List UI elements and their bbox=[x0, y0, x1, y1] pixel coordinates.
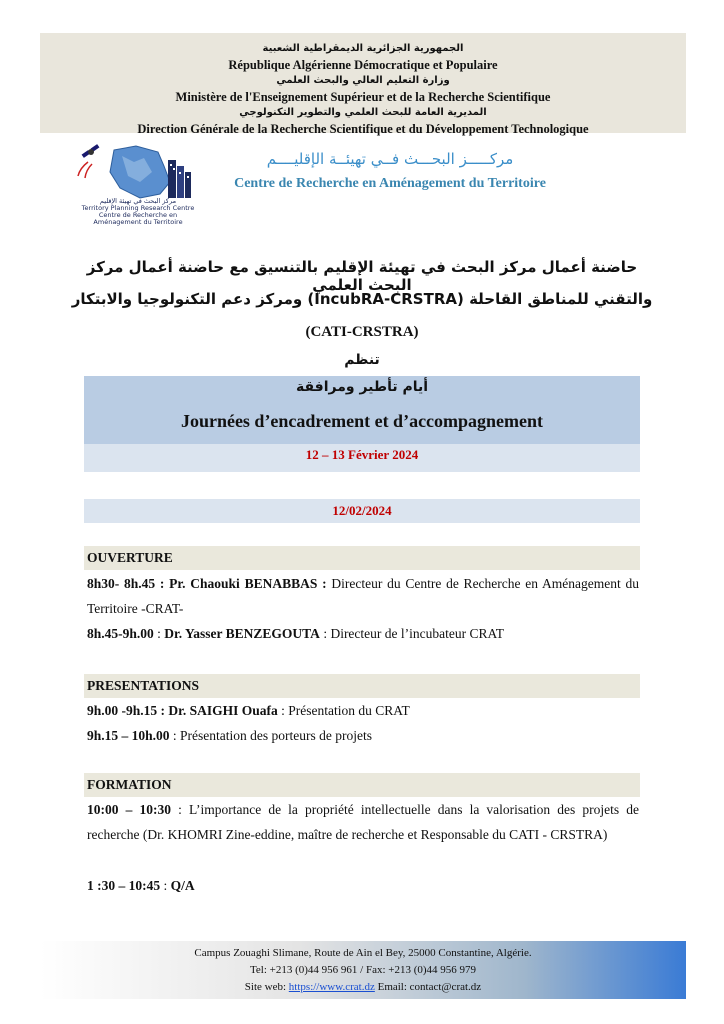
presentations-item-1-speaker: Dr. SAIGHI Ouafa bbox=[168, 703, 278, 718]
presentations-item-2 bbox=[87, 723, 639, 748]
intro-line-4: تنظم bbox=[344, 352, 380, 368]
section-ouverture-title: OUVERTURE bbox=[84, 546, 640, 570]
crat-logo bbox=[74, 142, 202, 226]
header-direction-ar: المديرية العامة للبحث العلمي والتطوير التكنولوجي bbox=[239, 107, 487, 118]
ouverture-item-1-speaker: Pr. Chaouki BENABBAS : bbox=[169, 576, 327, 591]
footer bbox=[40, 941, 686, 999]
ouverture-item-2 bbox=[87, 621, 639, 646]
ouverture-item-2-text: : Directeur de l’incubateur CRAT bbox=[319, 626, 505, 641]
section-formation-title: FORMATION bbox=[84, 773, 640, 797]
centre-name-fr: Centre de Recherche en Aménagement du Territoire bbox=[234, 176, 546, 191]
intro-line-3: (CATI-CRSTRA) bbox=[305, 324, 419, 340]
header-ministry-ar: وزارة التعليم العالي والبحث العلمي bbox=[276, 75, 450, 86]
centre-name-ar: مركـــــز البحـــث فــي تهيئــة الإقليــــم bbox=[266, 150, 514, 168]
ouverture-item-1 bbox=[87, 571, 639, 621]
intro-line-2: والتقني للمناطق القاحلة (IncubRA-CRSTRA) ومركز دعم التكنولوجيا والابتكار bbox=[71, 290, 653, 308]
header-republic-ar: الجمهورية الجزائرية الديمقراطية الشعبية bbox=[262, 43, 464, 54]
ouverture-item-1-text: Directeur du Centre de Recherche en Aménagement du Territoire -CRAT- bbox=[87, 576, 639, 616]
header-direction-fr: Direction Générale de la Recherche Scientifique et du Développement Technologique bbox=[137, 122, 589, 136]
formation-item-2-sep: : bbox=[160, 878, 171, 893]
section-presentations-title: PRESENTATIONS bbox=[84, 674, 640, 698]
formation-item-1-time: 10:00 – 10:30 bbox=[87, 802, 171, 817]
logo-text-en: Territory Planning Research Centre bbox=[81, 204, 195, 212]
buildings-icon bbox=[168, 160, 191, 198]
presentations-item-2-text: : Présentation des porteurs de projets bbox=[169, 728, 372, 743]
intro-line-1: حاضنة أعمال مركز البحث في تهيئة الإقليم بالتنسيق مع حاضنة أعمال مركز البحث العلمي bbox=[86, 258, 638, 294]
event-dates: 12 – 13 Février 2024 bbox=[84, 444, 640, 472]
footer-phone: Tel: +213 (0)44 956 961 / Fax: +213 (0)44 956 979 bbox=[249, 964, 477, 976]
presentations-item-1-text: : Présentation du CRAT bbox=[277, 703, 410, 718]
formation-item-1-text: : L’importance de la propriété intellectuelle dans la valorisation des projets de recherche (Dr. KHOMRI Zine-eddine, maître de recherche et Responsable du CATI - CRSTRA) bbox=[87, 802, 639, 842]
presentations-item-1 bbox=[87, 698, 639, 723]
footer-email: Email: contact@crat.dz bbox=[374, 981, 482, 993]
footer-web-label: Site web: bbox=[244, 981, 289, 993]
footer-web-line bbox=[40, 979, 686, 996]
formation-item-1 bbox=[87, 797, 639, 847]
algeria-map-icon bbox=[110, 146, 170, 198]
header-block bbox=[40, 33, 686, 136]
ouverture-item-1-time: 8h30- 8h.45 : bbox=[87, 576, 170, 591]
event-title-ar: أيام تأطير ومرافقة bbox=[295, 379, 429, 395]
header-ministry-fr: Ministère de l'Enseignement Supérieur et de la Recherche Scientifique bbox=[175, 90, 551, 104]
presentations-item-1-time: 9h.00 -9h.15 : bbox=[87, 703, 169, 718]
event-title-fr: Journées d’encadrement et d’accompagnement bbox=[180, 411, 544, 431]
ouverture-item-2-speaker: Dr. Yasser BENZEGOUTA bbox=[164, 626, 320, 641]
event-title-box bbox=[84, 376, 640, 472]
logo-text-ar: مركز البحث في تهيئة الإقليم bbox=[99, 197, 177, 205]
satellite-icon bbox=[78, 144, 99, 178]
footer-address: Campus Zouaghi Slimane, Route de Ain el Bey, 25000 Constantine, Algérie. bbox=[194, 947, 532, 959]
ouverture-item-2-sep: : bbox=[153, 626, 165, 641]
formation-item-2 bbox=[87, 873, 639, 898]
header-republic-fr: République Algérienne Démocratique et Populaire bbox=[228, 58, 498, 72]
logo-text-fr: Centre de Recherche en Aménagement du Territoire bbox=[93, 211, 183, 226]
website-link[interactable]: https://www.crat.dz bbox=[288, 981, 375, 993]
formation-item-2-text: Q/A bbox=[170, 878, 195, 893]
presentations-item-2-time: 9h.15 – 10h.00 bbox=[87, 728, 170, 743]
ouverture-item-2-time: 8h.45-9h.00 bbox=[87, 626, 154, 641]
formation-item-2-time: 1 :30 – 10:45 bbox=[87, 878, 161, 893]
day-date: 12/02/2024 bbox=[84, 499, 640, 523]
